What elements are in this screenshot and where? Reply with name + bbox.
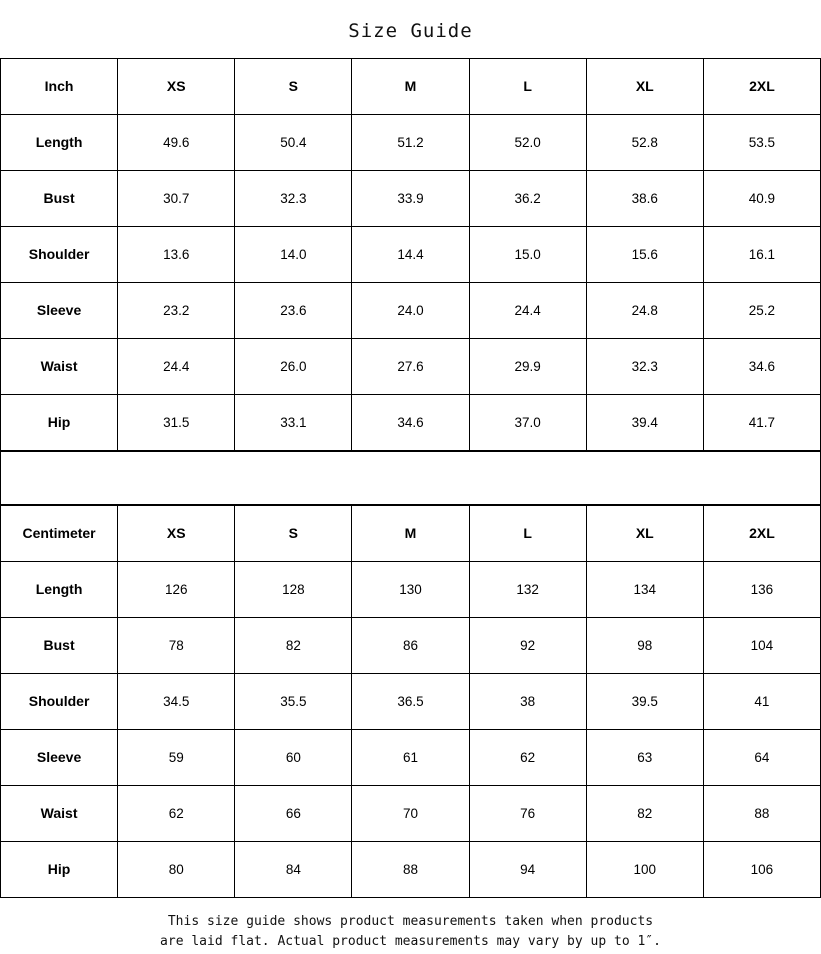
measurement-value: 41 [703, 673, 820, 729]
measurement-value: 53.5 [703, 114, 820, 170]
measurement-value: 34.5 [118, 673, 235, 729]
measurement-value: 14.0 [235, 226, 352, 282]
measurement-value: 36.2 [469, 170, 586, 226]
size-header-m: M [352, 58, 469, 114]
measurement-value: 40.9 [703, 170, 820, 226]
table-row [1, 561, 821, 617]
measurement-value: 29.9 [469, 338, 586, 394]
footnote-line-1: This size guide shows product measurements taken when products [167, 913, 654, 929]
measurement-label: Waist [1, 785, 118, 841]
size-header-2xl: 2XL [703, 58, 820, 114]
measurement-label: Bust [1, 617, 118, 673]
table-row [1, 282, 821, 338]
measurement-label: Length [1, 114, 118, 170]
measurement-value: 61 [352, 729, 469, 785]
size-header-l: L [469, 505, 586, 561]
measurement-value: 26.0 [235, 338, 352, 394]
measurement-value: 86 [352, 617, 469, 673]
measurement-value: 24.4 [469, 282, 586, 338]
measurement-label: Hip [1, 394, 118, 450]
measurement-value: 32.3 [235, 170, 352, 226]
footnote [0, 898, 821, 952]
table-row [1, 673, 821, 729]
size-header-xl: XL [586, 505, 703, 561]
size-header-xs: XS [118, 58, 235, 114]
table-header-row [1, 58, 821, 114]
measurement-value: 27.6 [352, 338, 469, 394]
measurement-value: 15.0 [469, 226, 586, 282]
measurement-value: 66 [235, 785, 352, 841]
table-row [1, 785, 821, 841]
measurement-value: 104 [703, 617, 820, 673]
measurement-value: 130 [352, 561, 469, 617]
measurement-value: 39.5 [586, 673, 703, 729]
size-header-l: L [469, 58, 586, 114]
table-separator [0, 451, 821, 505]
measurement-label: Sleeve [1, 282, 118, 338]
measurement-value: 32.3 [586, 338, 703, 394]
measurement-value: 94 [469, 841, 586, 897]
measurement-value: 106 [703, 841, 820, 897]
measurement-value: 134 [586, 561, 703, 617]
measurement-value: 25.2 [703, 282, 820, 338]
measurement-value: 88 [352, 841, 469, 897]
measurement-value: 49.6 [118, 114, 235, 170]
measurement-value: 63 [586, 729, 703, 785]
measurement-value: 78 [118, 617, 235, 673]
table-row [1, 729, 821, 785]
measurement-value: 13.6 [118, 226, 235, 282]
measurement-value: 33.1 [235, 394, 352, 450]
measurement-value: 70 [352, 785, 469, 841]
measurement-value: 36.5 [352, 673, 469, 729]
measurement-value: 39.4 [586, 394, 703, 450]
measurement-label: Sleeve [1, 729, 118, 785]
measurement-value: 132 [469, 561, 586, 617]
measurement-value: 41.7 [703, 394, 820, 450]
size-header-s: S [235, 58, 352, 114]
table-row [1, 114, 821, 170]
measurement-value: 62 [469, 729, 586, 785]
measurement-value: 38 [469, 673, 586, 729]
table-row [1, 338, 821, 394]
measurement-value: 51.2 [352, 114, 469, 170]
measurement-value: 84 [235, 841, 352, 897]
measurement-value: 34.6 [703, 338, 820, 394]
inch-size-table [0, 58, 821, 451]
measurement-value: 31.5 [118, 394, 235, 450]
measurement-label: Shoulder [1, 226, 118, 282]
measurement-value: 50.4 [235, 114, 352, 170]
measurement-value: 15.6 [586, 226, 703, 282]
measurement-value: 60 [235, 729, 352, 785]
measurement-value: 24.4 [118, 338, 235, 394]
measurement-value: 34.6 [352, 394, 469, 450]
measurement-value: 52.8 [586, 114, 703, 170]
measurement-value: 76 [469, 785, 586, 841]
measurement-value: 37.0 [469, 394, 586, 450]
centimeter-size-table [0, 505, 821, 898]
measurement-value: 98 [586, 617, 703, 673]
table-row [1, 617, 821, 673]
size-header-xl: XL [586, 58, 703, 114]
measurement-value: 35.5 [235, 673, 352, 729]
measurement-value: 14.4 [352, 226, 469, 282]
size-header-2xl: 2XL [703, 505, 820, 561]
measurement-value: 126 [118, 561, 235, 617]
measurement-value: 16.1 [703, 226, 820, 282]
measurement-value: 136 [703, 561, 820, 617]
page-title: Size Guide [348, 20, 473, 42]
measurement-label: Bust [1, 170, 118, 226]
size-header-s: S [235, 505, 352, 561]
measurement-value: 62 [118, 785, 235, 841]
measurement-value: 24.0 [352, 282, 469, 338]
footnote-line-2: are laid flat. Actual product measurements may vary by up to 1″. [160, 933, 661, 949]
measurement-value: 23.2 [118, 282, 235, 338]
measurement-value: 80 [118, 841, 235, 897]
measurement-value: 52.0 [469, 114, 586, 170]
table-row [1, 841, 821, 897]
table-row [1, 226, 821, 282]
measurement-value: 92 [469, 617, 586, 673]
measurement-value: 64 [703, 729, 820, 785]
unit-header: Centimeter [1, 505, 118, 561]
size-header-m: M [352, 505, 469, 561]
measurement-value: 24.8 [586, 282, 703, 338]
measurement-value: 23.6 [235, 282, 352, 338]
measurement-value: 38.6 [586, 170, 703, 226]
measurement-value: 59 [118, 729, 235, 785]
measurement-value: 82 [586, 785, 703, 841]
measurement-label: Hip [1, 841, 118, 897]
measurement-value: 30.7 [118, 170, 235, 226]
measurement-value: 33.9 [352, 170, 469, 226]
table-row [1, 170, 821, 226]
table-header-row [1, 505, 821, 561]
measurement-label: Waist [1, 338, 118, 394]
measurement-label: Length [1, 561, 118, 617]
measurement-value: 82 [235, 617, 352, 673]
unit-header: Inch [1, 58, 118, 114]
size-header-xs: XS [118, 505, 235, 561]
measurement-value: 88 [703, 785, 820, 841]
table-row [1, 394, 821, 450]
measurement-value: 128 [235, 561, 352, 617]
measurement-value: 100 [586, 841, 703, 897]
measurement-label: Shoulder [1, 673, 118, 729]
